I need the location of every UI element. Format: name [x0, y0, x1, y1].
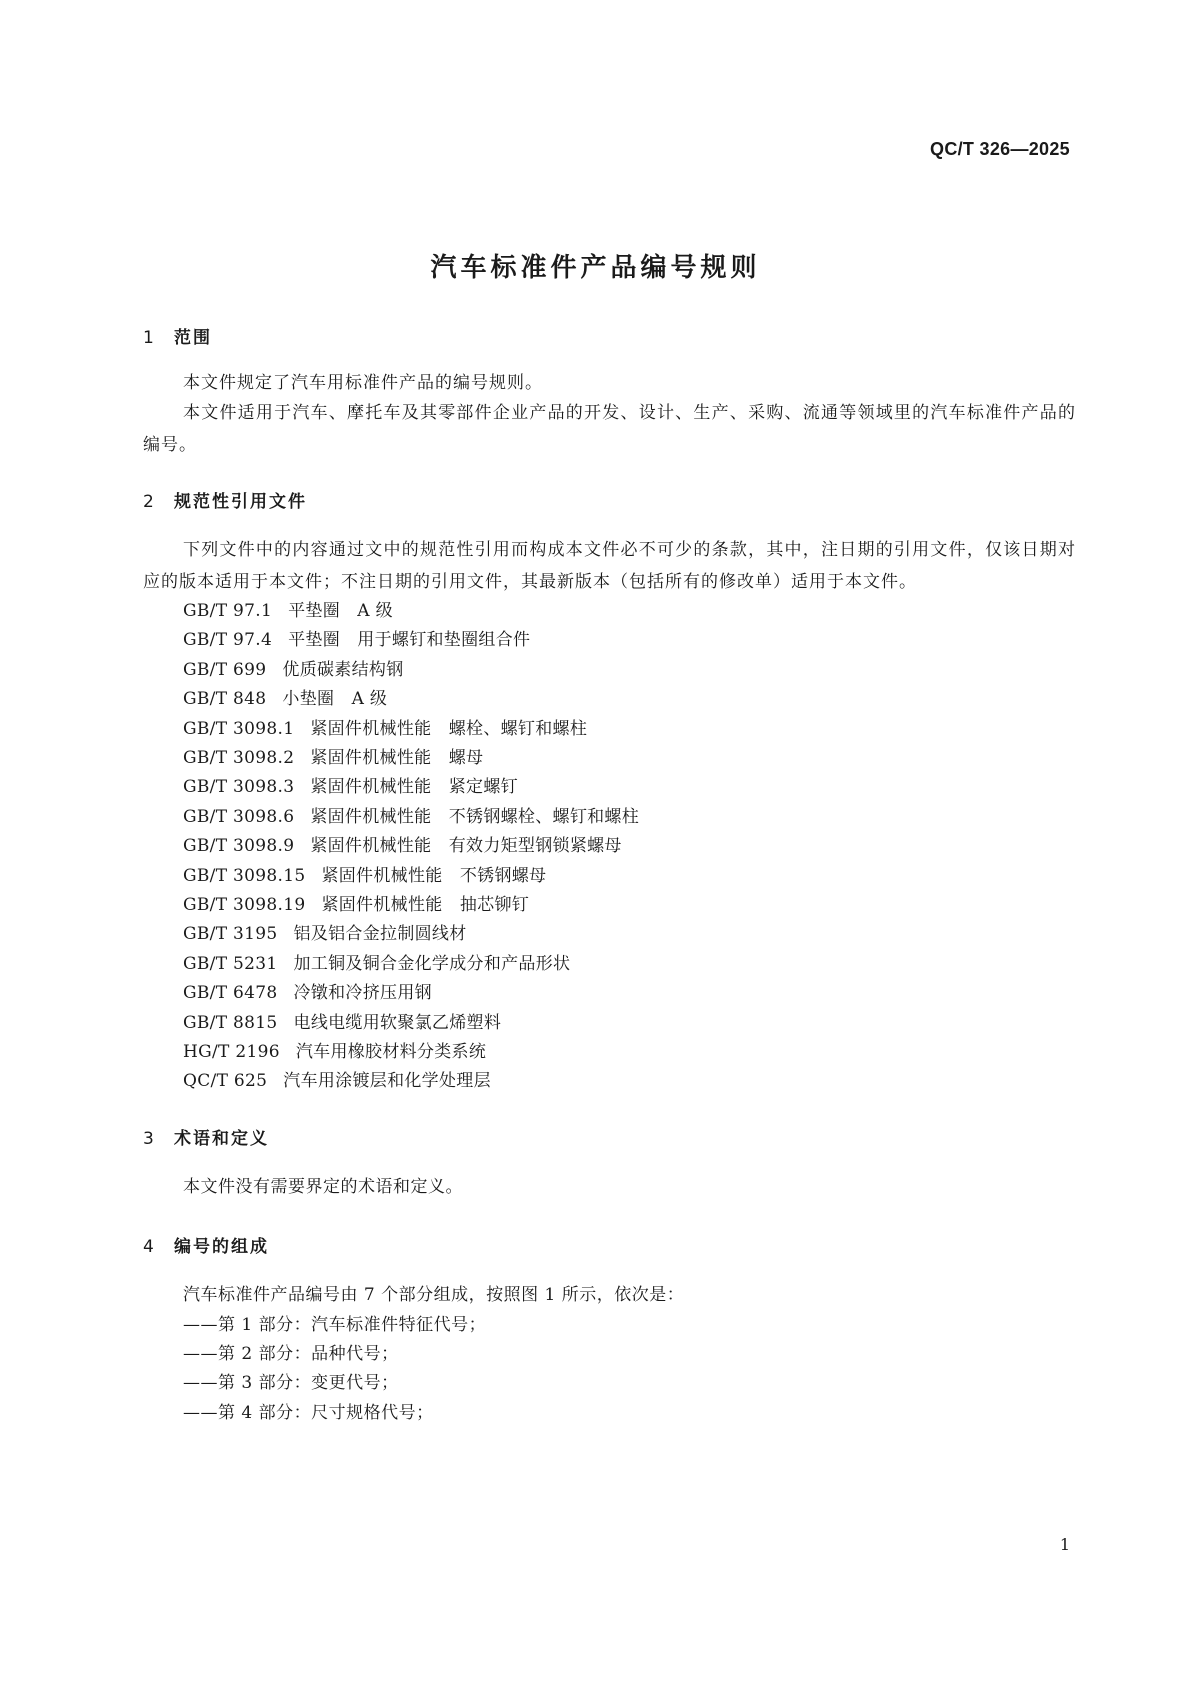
reference-item [183, 596, 393, 621]
reference-item [183, 919, 467, 944]
reference-title: 汽车用涂镀层和化学处理层 [283, 1071, 491, 1091]
reference-title: 紧固件机械性能 抽芯铆钉 [321, 895, 530, 915]
reference-title: 紧固件机械性能 不锈钢螺栓、螺钉和螺柱 [310, 807, 640, 827]
reference-item [183, 831, 622, 856]
reference-title: 铝及铝合金拉制圆线材 [293, 924, 467, 944]
reference-item [183, 743, 483, 768]
page-number: 1 [1059, 1535, 1070, 1554]
reference-item [183, 1037, 486, 1062]
reference-code: GB/T 97.4 [183, 630, 273, 650]
scope-paragraph-1: 本文件规定了汽车用标准件产品的编号规则。 [183, 373, 543, 393]
reference-title: 小垫圈 A 级 [282, 689, 388, 709]
reference-title: 紧固件机械性能 螺栓、螺钉和螺柱 [310, 719, 588, 739]
reference-code: GB/T 3098.15 [183, 866, 306, 886]
normative-references-intro: 下列文件中的内容通过文中的规范性引用而构成本文件必不可少的条款，其中，注日期的引用文件，仅该日期对应的版本适用于本文件；不注日期的引用文件，其最新版本（包括所有的修改单）适用于本文件。 [143, 540, 1076, 592]
reference-title: 电线电缆用软聚氯乙烯塑料 [293, 1013, 502, 1033]
reference-item [183, 802, 639, 827]
section-number: 2 [143, 492, 156, 512]
reference-code: GB/T 3098.3 [183, 777, 295, 797]
reference-code: GB/T 3195 [183, 924, 278, 944]
reference-item [183, 861, 546, 886]
reference-item [183, 1008, 501, 1033]
section-title: 规范性引用文件 [174, 492, 307, 512]
composition-list-item: ——第 4 部分：尺寸规格代号； [183, 1403, 434, 1423]
section-number: 4 [143, 1237, 156, 1257]
reference-item [183, 772, 518, 797]
reference-title: 汽车用橡胶材料分类系统 [295, 1042, 487, 1062]
reference-title: 紧固件机械性能 螺母 [310, 748, 484, 768]
section-number: 1 [143, 328, 156, 348]
reference-code: GB/T 5231 [183, 954, 278, 974]
reference-code: GB/T 3098.2 [183, 748, 295, 768]
section-3-heading [143, 1124, 269, 1149]
section-4-heading [143, 1232, 269, 1257]
reference-code: GB/T 699 [183, 660, 267, 680]
document-code: QC/T 326—2025 [930, 139, 1070, 159]
reference-item [183, 890, 529, 915]
reference-code: GB/T 3098.6 [183, 807, 295, 827]
reference-code: GB/T 6478 [183, 983, 278, 1003]
reference-code: GB/T 848 [183, 689, 267, 709]
reference-item [183, 949, 570, 974]
section-1-heading [143, 323, 212, 348]
reference-item [183, 714, 587, 739]
document-title: 汽车标准件产品编号规则 [430, 253, 761, 283]
composition-list-item: ——第 3 部分：变更代号； [183, 1373, 399, 1393]
section-title: 编号的组成 [174, 1237, 269, 1257]
section-number: 3 [143, 1129, 156, 1149]
scope-paragraph-2: 本文件适用于汽车、摩托车及其零部件企业产品的开发、设计、生产、采购、流通等领域里的汽车标准件产品的编号。 [143, 403, 1076, 455]
terms-paragraph: 本文件没有需要界定的术语和定义。 [183, 1177, 463, 1197]
reference-title: 加工铜及铜合金化学成分和产品形状 [293, 954, 571, 974]
reference-title: 紧固件机械性能 有效力矩型钢锁紧螺母 [310, 836, 622, 856]
reference-title: 优质碳素结构钢 [282, 660, 404, 680]
reference-item [183, 1066, 491, 1091]
section-title: 术语和定义 [174, 1129, 269, 1149]
reference-title: 平垫圈 用于螺钉和垫圈组合件 [288, 630, 531, 650]
reference-title: 紧固件机械性能 不锈钢螺母 [321, 866, 547, 886]
section-2-heading [143, 487, 307, 512]
reference-code: GB/T 3098.1 [183, 719, 295, 739]
reference-code: HG/T 2196 [183, 1042, 280, 1062]
reference-code: GB/T 8815 [183, 1013, 278, 1033]
reference-title: 紧固件机械性能 紧定螺钉 [310, 777, 518, 797]
reference-title: 冷镦和冷挤压用钢 [293, 983, 432, 1003]
reference-item [183, 655, 404, 680]
composition-intro: 汽车标准件产品编号由 7 个部分组成，按照图 1 所示，依次是： [183, 1285, 685, 1305]
composition-list-item: ——第 2 部分：品种代号； [183, 1344, 399, 1364]
reference-code: GB/T 3098.9 [183, 836, 295, 856]
reference-code: GB/T 97.1 [183, 601, 273, 621]
reference-item [183, 684, 387, 709]
section-title: 范围 [174, 328, 212, 348]
reference-code: QC/T 625 [183, 1071, 268, 1091]
reference-code: GB/T 3098.19 [183, 895, 306, 915]
composition-list-item: ——第 1 部分：汽车标准件特征代号； [183, 1315, 487, 1335]
reference-item [183, 625, 530, 650]
reference-title: 平垫圈 A 级 [288, 601, 393, 621]
reference-item [183, 978, 432, 1003]
